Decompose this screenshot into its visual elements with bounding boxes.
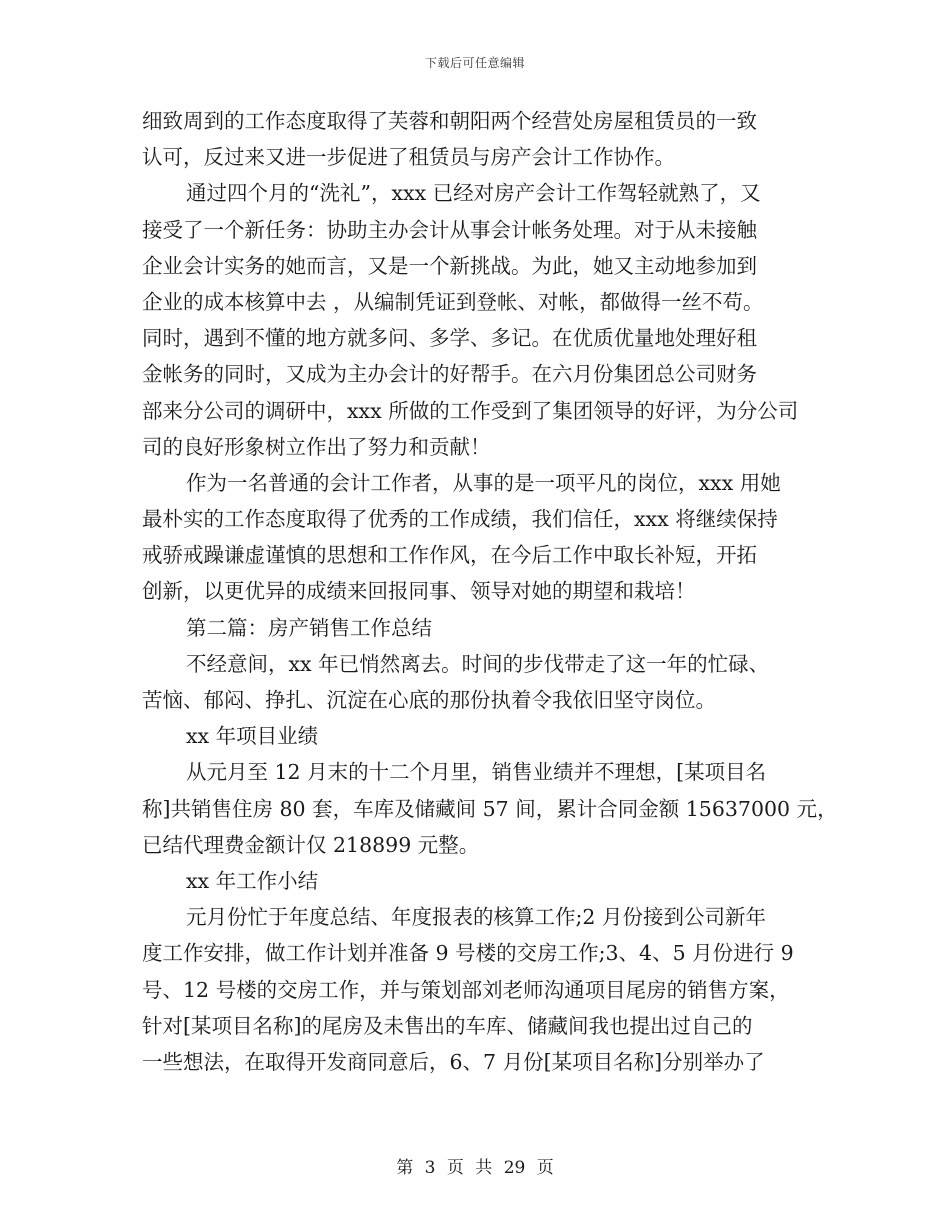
text-line: 部来分公司的调研中，xxx 所做的工作受到了集团领导的好评，为分公司	[142, 398, 799, 423]
text-line: 认可，反过来又进一步促进了租赁员与房产会计工作协作。	[142, 145, 675, 170]
paragraph-start-line: 元月份忙于年度总结、年度报表的核算工作;2 月份接到公司新年	[186, 905, 766, 930]
text-line: 苦恼、郁闷、挣扎、沉淀在心底的那份执着令我依旧坚守岗位。	[142, 688, 716, 712]
subsection-heading: xx 年工作小结	[186, 868, 319, 893]
section-heading: 第二篇：房产销售工作总结	[186, 615, 432, 640]
paragraph-start-line: 通过四个月的“洗礼”，xxx 已经对房产会计工作驾轻就熟了，又	[186, 181, 761, 206]
text-line: 企业会计实务的她而言，又是一个新挑战。为此，她又主动地参加到	[142, 253, 757, 278]
text-line: 司的良好形象树立作出了努力和贡献！	[142, 434, 491, 459]
paragraph-start-line: 从元月至 12 月末的十二个月里，销售业绩并不理想，[某项目名	[186, 760, 767, 785]
page-number-footer: 第 3 页 共 29 页	[396, 1158, 554, 1178]
paragraph-start-line: 作为一名普通的会计工作者，从事的是一项平凡的岗位，xxx 用她	[186, 470, 781, 495]
text-line: 企业的成本核算中去 ，从编制凭证到登帐、对帐，都做得一丝不苟。	[142, 289, 764, 314]
text-line: 一些想法，在取得开发商同意后，6、7 月份[某项目名称]分别举办了	[142, 1049, 765, 1074]
text-line: 已结代理费金额计仅 218899 元整。	[142, 832, 480, 857]
subsection-heading: xx 年项目业绩	[186, 724, 319, 749]
text-line: 针对[某项目名称]的尾房及未售出的车库、储藏间我也提出过自己的	[142, 1013, 753, 1038]
text-line: 戒骄戒躁谦虚谨慎的思想和工作作风，在今后工作中取长补短，开拓	[142, 543, 757, 568]
text-line: 细致周到的工作态度取得了芙蓉和朝阳两个经营处房屋租赁员的一致	[142, 109, 757, 133]
paragraph-start-line: 不经意间，xx 年已悄然离去。时间的步伐带走了这一年的忙碌、	[186, 651, 770, 676]
text-line: 接受了一个新任务：协助主办会计从事会计帐务处理。对于从未接触	[142, 217, 757, 242]
text-line: 金帐务的同时，又成为主办会计的好帮手。在六月份集团总公司财务	[142, 362, 757, 387]
text-line: 度工作安排，做工作计划并准备 9 号楼的交房工作;3、4、5 月份进行 9	[142, 941, 794, 966]
text-line: 称]共销售住房 80 套，车库及储藏间 57 间，累计合同金额 15637000 元，	[142, 796, 838, 821]
document-body	[142, 103, 838, 1080]
text-line: 创新，以更优异的成绩来回报同事、领导对她的期望和栽培！	[142, 579, 696, 604]
text-line: 最朴实的工作态度取得了优秀的工作成绩，我们信任，xxx 将继续保持	[142, 507, 778, 532]
page-header: 下载后可任意编辑	[424, 56, 525, 70]
text-line: 号、12 号楼的交房工作，并与策划部刘老师沟通项目尾房的销售方案，	[142, 977, 790, 1002]
text-line: 同时，遇到不懂的地方就多问、多学、多记。在优质优量地处理好租	[142, 326, 757, 351]
